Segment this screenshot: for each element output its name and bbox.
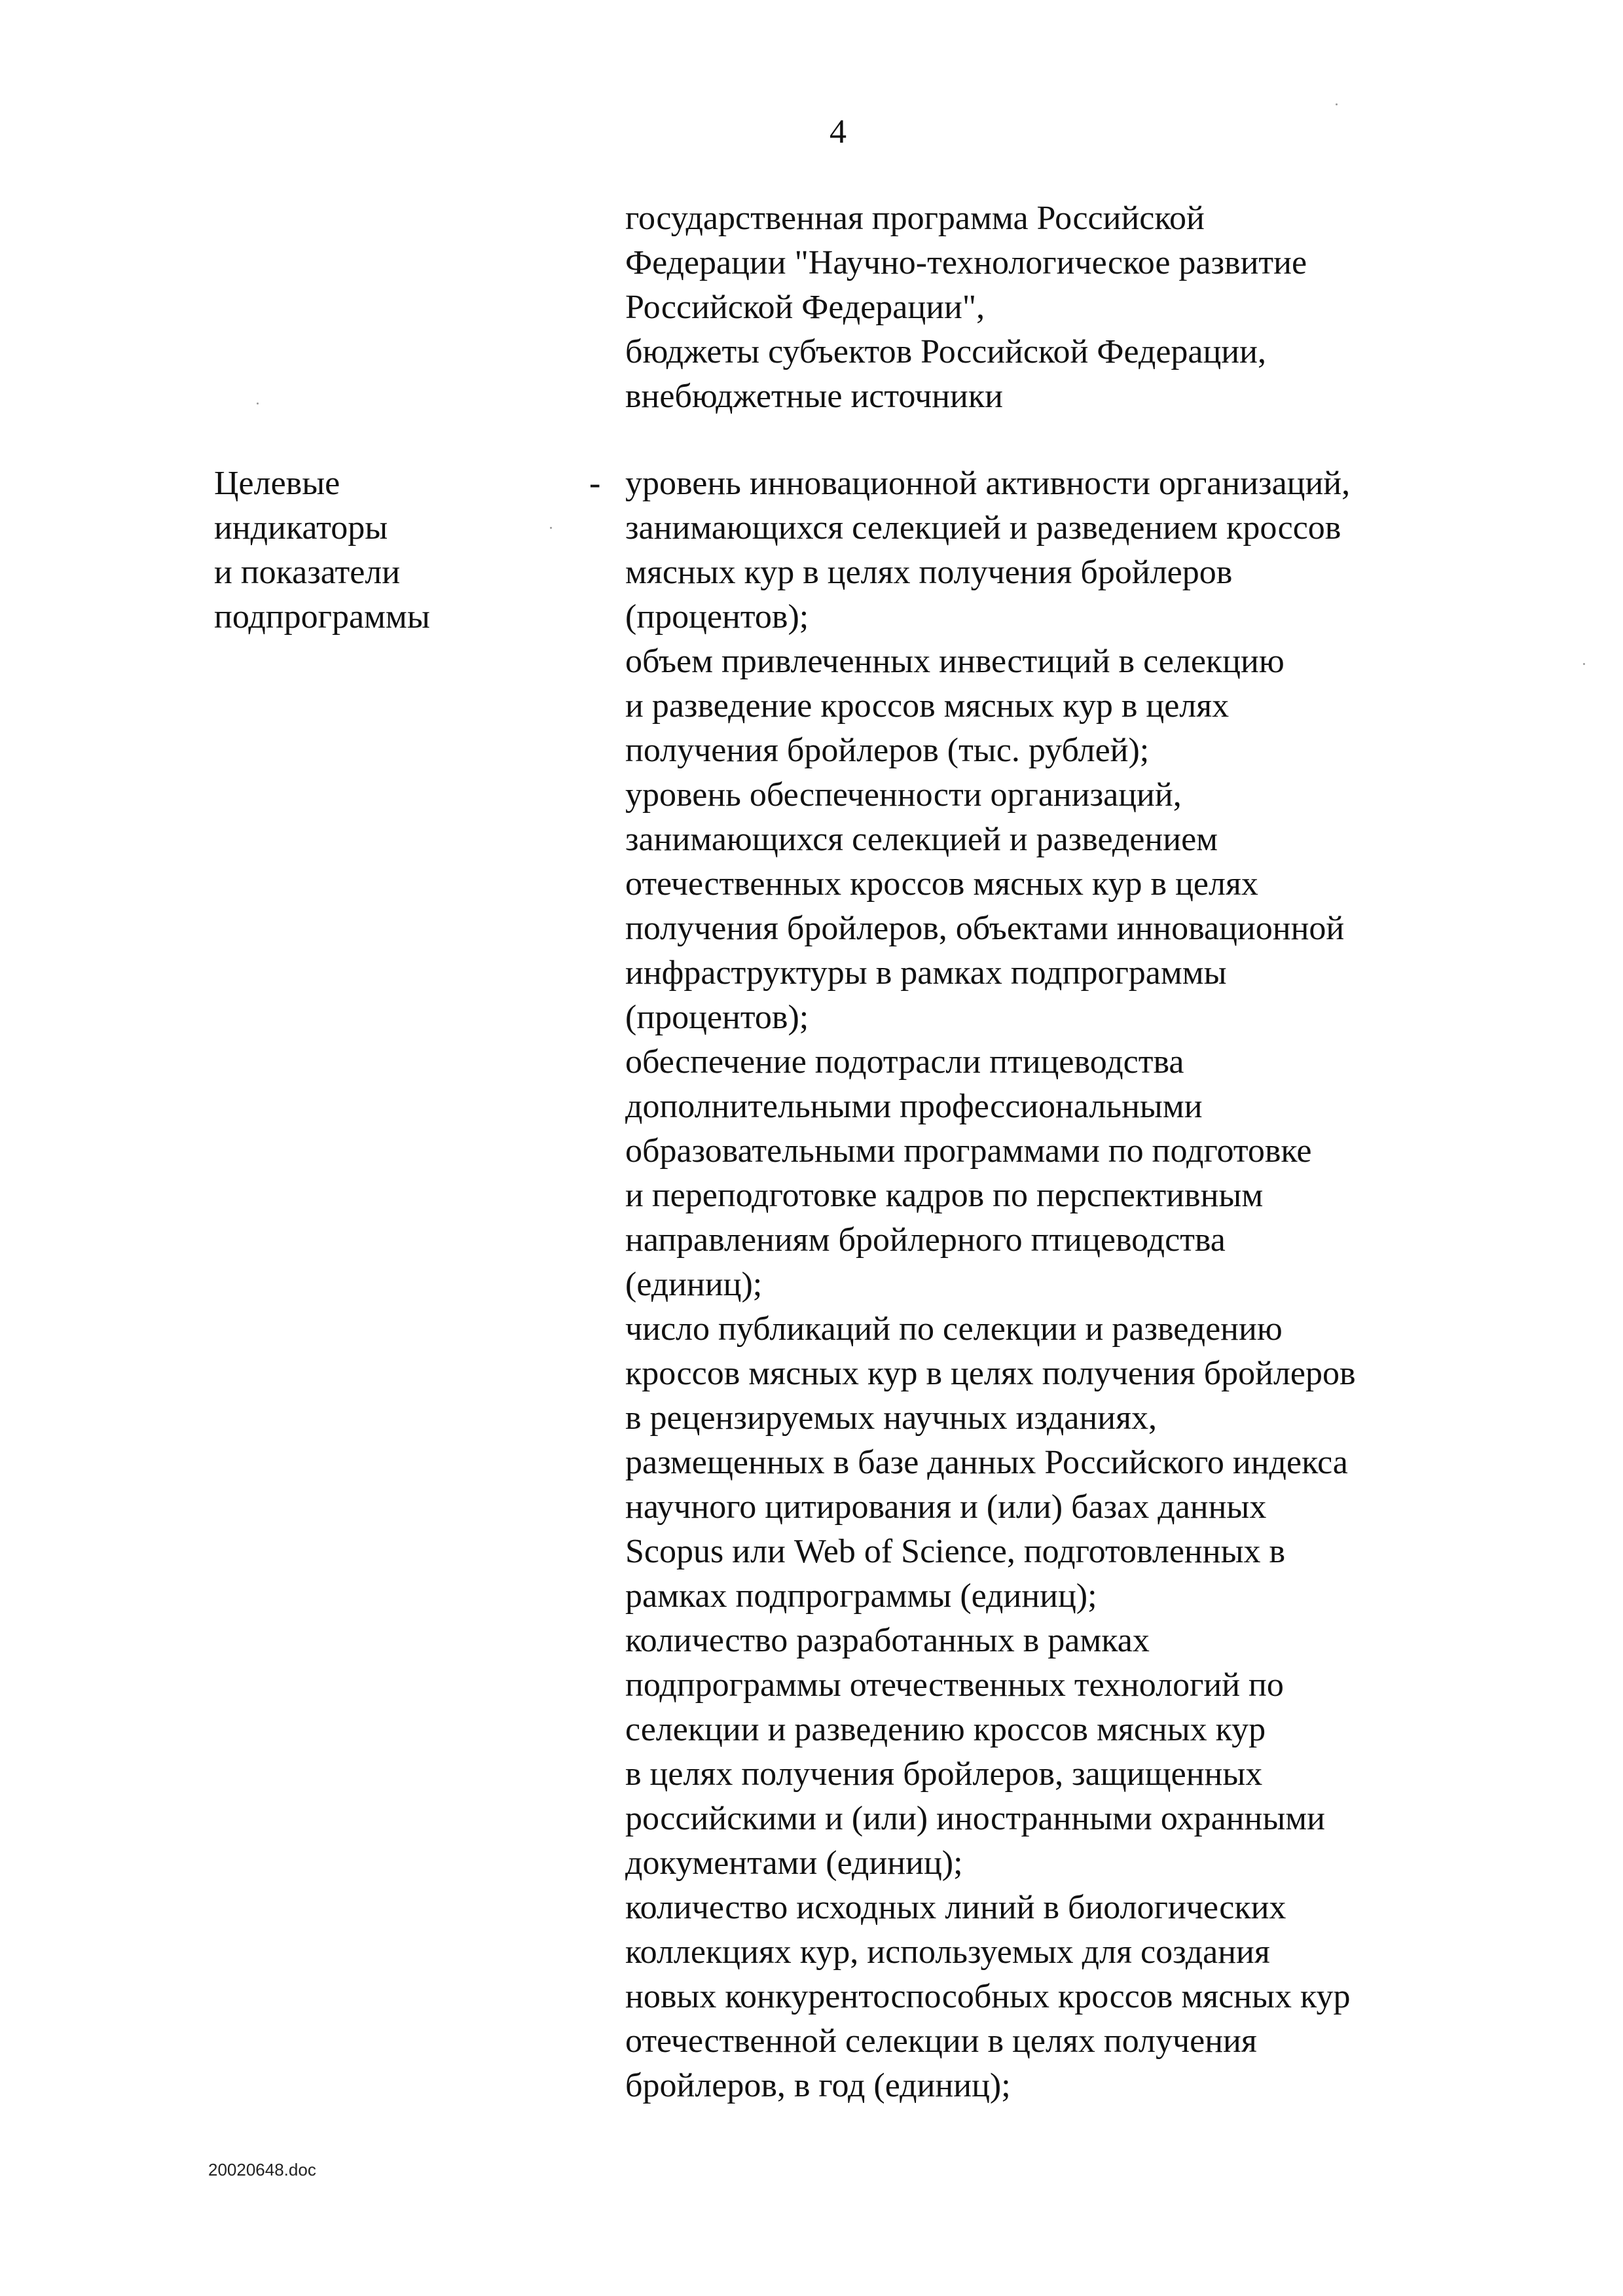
indicator-line: научного цитирования и (или) базах данных [625, 1488, 1267, 1526]
indicator-line: кроссов мясных кур в целях получения бройлеров [625, 1355, 1356, 1392]
funding-line: бюджеты субъектов Российской Федерации, [625, 333, 1266, 370]
indicator-line: инфраструктуры в рамках подпрограммы [625, 954, 1227, 992]
scan-speck [257, 403, 259, 404]
footer-filename: 20020648.doc [208, 2160, 316, 2179]
indicator-line: и переподготовке кадров по перспективным [625, 1177, 1264, 1214]
funding-sources-block [625, 196, 1476, 419]
indicator-line: (процентов); [625, 999, 809, 1036]
indicator-line: направлениям бройлерного птицеводства [625, 1221, 1226, 1259]
section-label-line: Целевые [214, 465, 340, 502]
indicator-line: селекции и разведению кроссов мясных кур [625, 1711, 1266, 1748]
funding-line: Российской Федерации", [625, 289, 985, 326]
section-label [214, 461, 555, 639]
indicator-line: число публикаций по селекции и разведению [625, 1310, 1283, 1348]
indicator-line: получения бройлеров (тыс. рублей); [625, 732, 1150, 769]
indicator-line: рамках подпрограммы (единиц); [625, 1577, 1097, 1615]
indicator-line: коллекциях кур, используемых для создания [625, 1933, 1270, 1971]
indicator-line: уровень обеспеченности организаций, [625, 776, 1182, 814]
indicator-line: и разведение кроссов мясных кур в целях [625, 687, 1230, 725]
funding-line: государственная программа Российской [625, 200, 1205, 237]
indicator-line: (процентов); [625, 598, 809, 636]
section-label-line: индикаторы [214, 509, 388, 547]
indicator-line: объем привлеченных инвестиций в селекцию [625, 643, 1285, 680]
indicator-line: количество разработанных в рамках [625, 1622, 1150, 1659]
indicator-line: бройлеров, в год (единиц); [625, 2067, 1011, 2104]
indicator-line: дополнительными профессиональными [625, 1088, 1203, 1125]
indicator-line: (единиц); [625, 1266, 763, 1303]
scan-speck [1336, 103, 1338, 105]
section-label-line: и показатели [214, 554, 401, 591]
indicator-line: отечественных кроссов мясных кур в целях [625, 865, 1258, 903]
scan-speck [550, 527, 552, 529]
indicator-line: Scopus или Web of Science, подготовленных в [625, 1533, 1286, 1570]
indicator-line: занимающихся селекцией и разведением [625, 821, 1218, 858]
page-number: 4 [830, 113, 847, 151]
funding-line: внебюджетные источники [625, 378, 1003, 415]
indicator-line: в рецензируемых научных изданиях, [625, 1399, 1158, 1437]
indicator-line: занимающихся селекцией и разведением кроссов [625, 509, 1341, 547]
indicator-line: обеспечение подотрасли птицеводства [625, 1043, 1184, 1081]
indicator-line: документами (единиц); [625, 1844, 963, 1882]
indicator-line: размещенных в базе данных Российского индекса [625, 1444, 1348, 1481]
funding-line: Федерации "Научно-технологическое развитие [625, 244, 1307, 281]
indicators-block [625, 461, 1483, 2108]
indicator-line: подпрограммы отечественных технологий по [625, 1666, 1284, 1704]
indicator-line: отечественной селекции в целях получения [625, 2022, 1257, 2060]
indicator-line: количество исходных линий в биологических [625, 1889, 1286, 1926]
indicator-line: российскими и (или) иностранными охранными [625, 1800, 1325, 1837]
indicator-line: образовательными программами по подготовке [625, 1132, 1312, 1170]
indicator-line: новых конкурентоспособных кроссов мясных кур [625, 1978, 1351, 2015]
label-dash: - [589, 465, 601, 502]
indicator-line: мясных кур в целях получения бройлеров [625, 554, 1233, 591]
scan-speck [1583, 663, 1585, 665]
indicator-line: в целях получения бройлеров, защищенных [625, 1755, 1263, 1793]
indicator-line: получения бройлеров, объектами инновационной [625, 910, 1345, 947]
section-label-line: подпрограммы [214, 598, 430, 636]
indicator-line: уровень инновационной активности организаций, [625, 465, 1351, 502]
